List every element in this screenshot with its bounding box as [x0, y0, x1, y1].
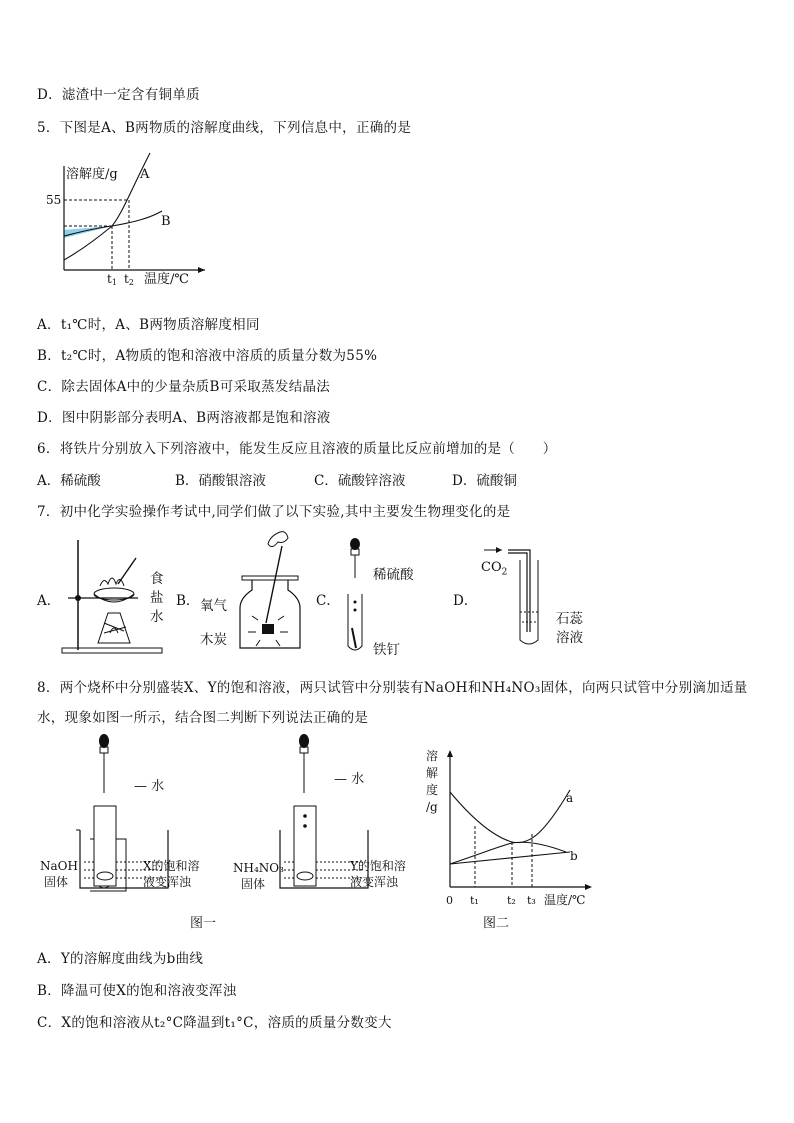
q5-option-d: D．图中阴影部分表明A、B两溶液都是饱和溶液: [37, 410, 331, 426]
fig1-water1-label: — 水: [134, 779, 165, 794]
q6-option-b: B．硝酸银溶液: [175, 473, 266, 489]
fig2-curve-b: [450, 842, 566, 864]
fig2-caption: 图二: [483, 916, 510, 931]
curve-b-label: B: [161, 214, 171, 229]
q7-c-letter: C．: [316, 593, 340, 609]
q7-a-letter: A．: [37, 593, 61, 609]
fig2-tick-t3: t₃: [527, 894, 536, 907]
q8-stem-line1: 8．两个烧杯中分别盛装X、Y的饱和溶液，两只试管中分别装有NaOH和NH₄NO₃固体，向两只试管中分别滴加适量: [37, 680, 748, 696]
y-axis-label: 溶解度/g: [66, 167, 118, 182]
fig1-y-note: Y的饱和溶 液变浑浊: [350, 859, 406, 889]
q7-b-letter: B．: [176, 593, 200, 609]
fig2-solubility-graph: [420, 742, 600, 907]
curve-b: [64, 211, 162, 236]
fig1-naoh-label: NaOH 固体: [40, 859, 78, 889]
q5-option-c: C．除去固体A中的少量杂质B可采取蒸发结晶法: [37, 379, 331, 395]
q7-a-label: 食 盐 水: [150, 571, 164, 625]
q7-d-co2-label: $CO_2$: [481, 560, 508, 578]
fig2-curve-b-label: b: [570, 849, 578, 863]
q7-d-litmus-label: 石蕊 溶液: [556, 611, 583, 646]
fig2-y-label: 溶 解 度 /g: [426, 749, 439, 814]
fig2-tick-t2: t₂: [507, 894, 516, 907]
fig2-curve-a: [450, 790, 570, 843]
x-axis-label: 温度/℃: [144, 272, 189, 287]
q6-option-d: D．硫酸铜: [452, 473, 517, 489]
curve-a-label: A: [140, 167, 150, 182]
q7-b-gas-bottle: [236, 528, 316, 658]
q7-b-oxygen-label: 氧气: [200, 598, 227, 614]
q7-c-nail-label: 铁钉: [373, 642, 400, 658]
q5-option-a: A．t₁℃时，A、B两物质溶解度相同: [37, 317, 260, 333]
fig1-x-note: X的饱和溶 液变浑浊: [143, 859, 200, 889]
q8-stem-line2: 水，现象如图一所示，结合图二判断下列说法正确的是: [37, 710, 369, 726]
q7-stem: 7．初中化学实验操作考试中,同学们做了以下实验,其中主要发生物理变化的是: [37, 504, 511, 520]
fig1-water2-label: — 水: [334, 772, 365, 787]
fig2-tick-t1: t₁: [470, 894, 479, 907]
q4-option-d: D．滤渣中一定含有铜单质: [37, 87, 200, 103]
q8-option-a: A．Y的溶解度曲线为b曲线: [37, 951, 204, 967]
q7-b-charcoal-label: 木炭: [200, 632, 227, 648]
fig2-origin: 0: [446, 894, 453, 907]
q6-option-c: C．硫酸锌溶液: [314, 473, 406, 489]
q8-option-b: B．降温可使X的饱和溶液变浑浊: [37, 983, 237, 999]
q5-stem: 5．下图是A、B两物质的溶解度曲线，下列信息中，正确的是: [37, 120, 412, 136]
fig1-caption: 图一: [190, 916, 217, 931]
q5-solubility-graph: [40, 148, 220, 288]
tick-t2: t2: [124, 272, 134, 287]
q5-option-b: B．t₂℃时，A物质的饱和溶液中溶质的质量分数为55%: [37, 348, 378, 364]
q6-option-a: A．稀硫酸: [37, 473, 101, 489]
q7-c-test-tube: [342, 538, 372, 658]
q7-c-acid-label: 稀硫酸: [373, 567, 414, 583]
tick-t1: t1: [107, 272, 117, 287]
q8-option-c: C．X的饱和溶液从t₂°C降温到t₁°C，溶质的质量分数变大: [37, 1015, 392, 1031]
q7-d-litmus-tube: [480, 542, 550, 652]
q7-d-letter: D．: [453, 593, 478, 609]
y-tick-55: 55: [46, 193, 62, 207]
fig2-x-label: 温度/℃: [544, 893, 586, 907]
fig2-curve-a-label: a: [566, 791, 574, 805]
q6-stem: 6．将铁片分别放入下列溶液中，能发生反应且溶液的质量比反应前增加的是（ ）: [37, 441, 557, 457]
fig1-nh4no3-label: NH₄NO₃ 固体: [233, 861, 284, 891]
